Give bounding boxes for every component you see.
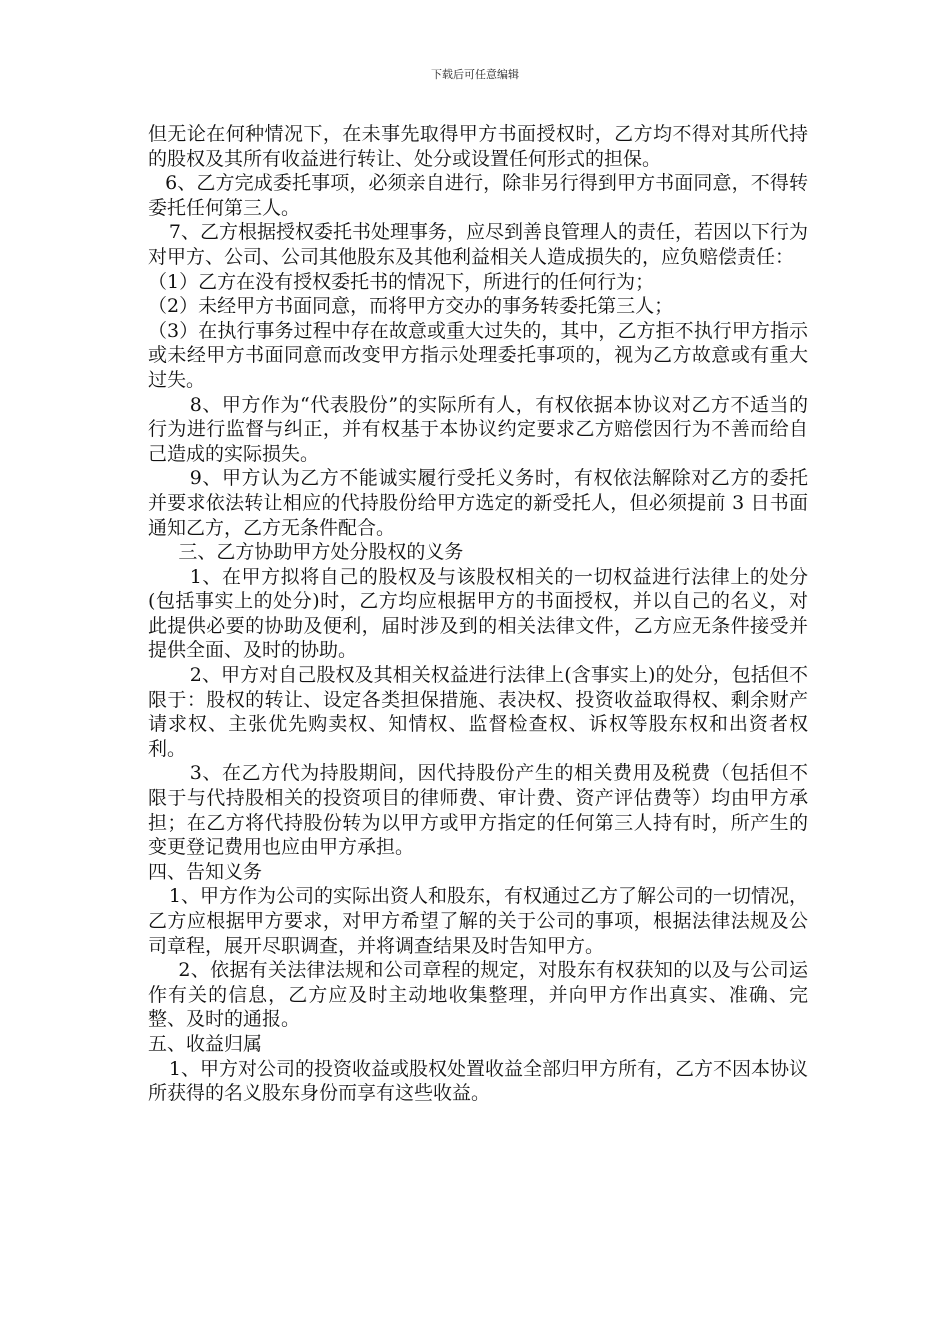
section-5-clause-1: 1、甲方对公司的投资收益或股权处置收益全部归甲方所有，乙方不因本协议所获得的名义股东身份而享有这些收益。	[148, 1057, 808, 1105]
page-header-note: 下载后可任意编辑	[431, 68, 519, 81]
clause-7-item-1: （1）乙方在没有授权委托书的情况下，所进行的任何行为；	[148, 270, 655, 293]
section-4-clause-1: 1、甲方作为公司的实际出资人和股东，有权通过乙方了解公司的一切情况，乙方应根据甲方要求，对甲方希望了解的关于公司的事项，根据法律法规及公司章程，展开尽职调查，并将调查结果及时告知甲方。	[148, 885, 808, 957]
section-3-heading: 三、乙方协助甲方处分股权的义务	[178, 541, 464, 564]
clause-7-item-2: （2）未经甲方书面同意，而将甲方交办的事务转委托第三人；	[148, 295, 674, 318]
clause-7: 7、乙方根据授权委托书处理事务，应尽到善良管理人的责任，若因以下行为对甲方、公司、公司其他股东及其他利益相关人造成损失的，应负赔偿责任：	[148, 221, 808, 268]
clause-9: 9、甲方认为乙方不能诚实履行受托义务时，有权依法解除对乙方的委托并要求依法转让相应的代持股份给甲方选定的新受托人，但必须提前 3 日书面通知乙方，乙方无条件配合。	[148, 467, 808, 539]
document-body	[148, 122, 808, 1106]
clause-7-item-3: （3）在执行事务过程中存在故意或重大过失的，其中，乙方拒不执行甲方指示或未经甲方书面同意而改变甲方指示处理委托事项的，视为乙方故意或有重大过失。	[148, 319, 808, 391]
section-3-clause-3: 3、在乙方代为持股期间，因代持股份产生的相关费用及税费（包括但不限于与代持股相关的投资项目的律师费、审计费、资产评估费等）均由甲方承担；在乙方将代持股份转为以甲方或甲方指定的任何第三人持有时，所产生的变更登记费用也应由甲方承担。	[148, 762, 808, 859]
clause-8: 8、甲方作为“代表股份”的实际所有人，有权依据本协议对乙方不适当的行为进行监督与纠正，并有权基于本协议约定要求乙方赔偿因行为不善而给自己造成的实际损失。	[148, 393, 808, 465]
section-3-clause-2: 2、甲方对自己股权及其相关权益进行法律上(含事实上)的处分，包括但不限于：股权的转让、设定各类担保措施、表决权、投资收益取得权、剩余财产请求权、主张优先购卖权、知情权、监督检查权、诉权等股东权和出资者权利。	[148, 664, 808, 760]
section-5-heading: 五、收益归属	[148, 1032, 263, 1055]
clause-6: 6、乙方完成委托事项，必须亲自进行，除非另行得到甲方书面同意，不得转委托任何第三人。	[148, 172, 808, 219]
section-3-clause-1: 1、在甲方拟将自己的股权及与该股权相关的一切权益进行法律上的处分(包括事实上的处分)时，乙方均应根据甲方的书面授权，并以自己的名义，对此提供必要的协助及便利，届时涉及到的相关法律文件，乙方应无条件接受并提供全面、及时的协助。	[148, 565, 808, 662]
section-4-heading: 四、告知义务	[148, 860, 263, 883]
section-4-clause-2: 2、依据有关法律法规和公司章程的规定，对股东有权获知的以及与公司运作有关的信息，乙方应及时主动地收集整理，并向甲方作出真实、准确、完整、及时的通报。	[148, 959, 808, 1031]
paragraph-continuation: 但无论在何种情况下，在未事先取得甲方书面授权时，乙方均不得对其所代持的股权及其所有收益进行转让、处分或设置任何形式的担保。	[148, 123, 808, 170]
